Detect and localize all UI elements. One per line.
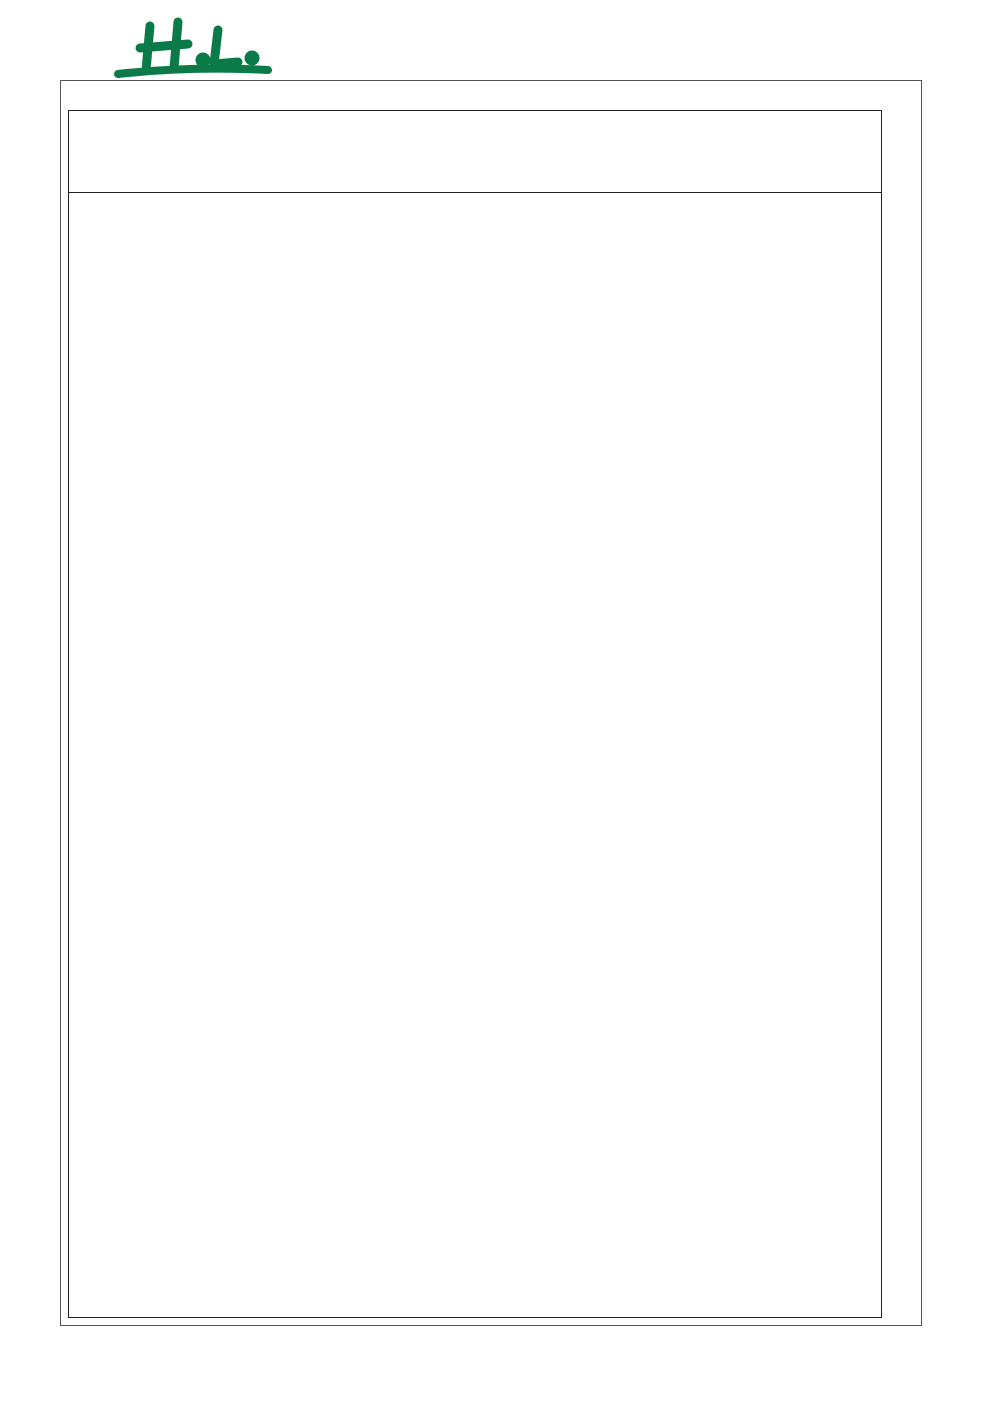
question-table — [68, 110, 882, 1318]
handwritten-initials-logo — [110, 8, 280, 88]
section-header — [69, 111, 881, 193]
